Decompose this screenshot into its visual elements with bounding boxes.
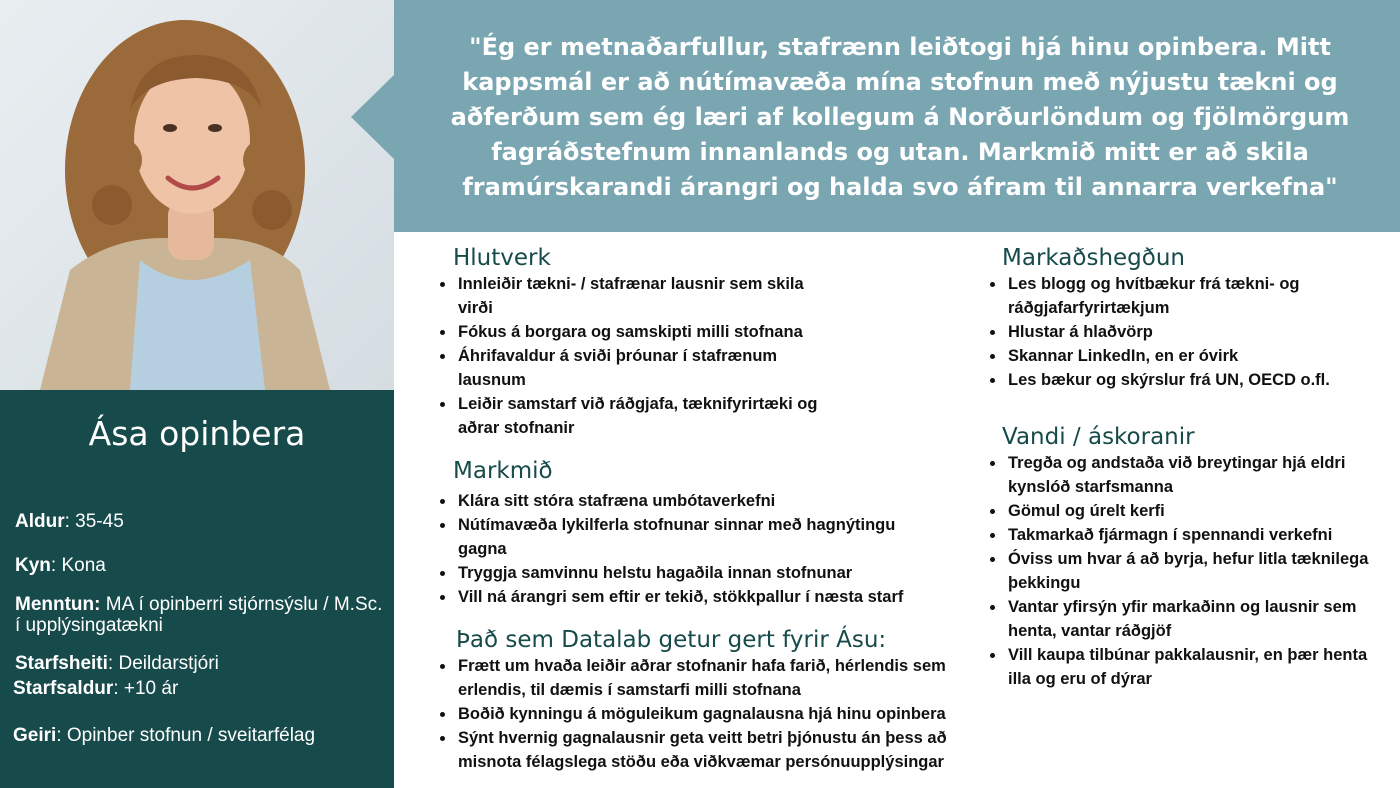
- persona-name: Ása opinbera: [88, 414, 306, 453]
- attribute-age: [15, 511, 385, 532]
- list-item: • Gömul og úrelt kerfi: [1006, 499, 1391, 523]
- attribute-sector: [13, 725, 383, 746]
- persona-photo: [0, 0, 394, 390]
- attribute-gender: [15, 555, 385, 576]
- list-item: • Takmarkað fjármagn í spennandi verkefni: [1006, 523, 1391, 547]
- list-markmid: [436, 489, 936, 609]
- persona-sidebar: [0, 390, 394, 788]
- persona-quote: "Ég er metnaðarfullur, stafrænn leiðtogi hjá hinu opinbera. Mitt kappsmál er að nútímavæða mína stofnun með nýjustu tækni og aðferðum sem ég læri af kollegum á Norðurlöndum og fjölmörgum fagráðstefnum innanlands og utan. Markmið mitt er að skila framúrskarandi árangri og halda svo áfram til annarra verkefna": [450, 33, 1350, 201]
- list-hlutverk: [436, 272, 832, 440]
- attribute-label: Starfsaldur: [13, 678, 114, 699]
- attribute-job-title: [15, 653, 385, 674]
- list-item: • Tregða og andstaða við breytingar hjá eldri kynslóð starfsmanna: [1006, 451, 1391, 499]
- attribute-label: Aldur: [15, 511, 65, 532]
- list-item: • Vill ná árangri sem eftir er tekið, stökkpallur í næsta starf: [456, 585, 936, 609]
- section-title-markadshegdun: Markaðshegðun: [1002, 245, 1186, 271]
- list-item: • Skannar LinkedIn, en er óvirk: [1006, 344, 1346, 368]
- list-item: • Vill kaupa tilbúnar pakkalausnir, en þær henta illa og eru of dýrar: [1006, 643, 1391, 691]
- list-item: • Vantar yfirsýn yfir markaðinn og lausnir sem henta, vantar ráðgjöf: [1006, 595, 1391, 643]
- list-item: • Óviss um hvar á að byrja, hefur litla tæknilega þekkingu: [1006, 547, 1391, 595]
- list-item: • Tryggja samvinnu helstu hagaðila innan stofnunar: [456, 561, 936, 585]
- attribute-value: : Kona: [50, 555, 106, 576]
- attribute-label: Geiri: [13, 725, 57, 746]
- list-datalab: [436, 654, 961, 774]
- list-item: • Frætt um hvaða leiðir aðrar stofnanir hafa farið, hérlendis sem erlendis, til dæmis í samstarfi milli stofnana: [456, 654, 961, 702]
- list-vandi: [986, 451, 1391, 691]
- list-item: • Leiðir samstarf við ráðgjafa, tæknifyrirtæki og aðrar stofnanir: [456, 392, 832, 440]
- section-title-hlutverk: Hlutverk: [453, 245, 551, 271]
- attribute-education: [15, 594, 385, 636]
- list-item: • Sýnt hvernig gagnalausnir geta veitt betri þjónustu án þess að misnota félagslega stöðu eða viðkvæmar persónuupplýsingar: [456, 726, 961, 774]
- list-item: • Les bækur og skýrslur frá UN, OECD o.fl.: [1006, 368, 1346, 392]
- list-item: • Hlustar á hlaðvörp: [1006, 320, 1346, 344]
- list-item: • Klára sitt stóra stafræna umbótaverkefni: [456, 489, 936, 513]
- section-title-markmid: Markmið: [453, 458, 553, 484]
- section-title-vandi: Vandi / áskoranir: [1002, 424, 1195, 450]
- attribute-value: MA í opinberri stjórnsýslu / M.Sc. í upplýsingatækni: [15, 594, 383, 636]
- persona-photo-illustration: [0, 0, 394, 390]
- list-item: • Fókus á borgara og samskipti milli stofnana: [456, 320, 832, 344]
- quote-pointer: [351, 74, 395, 160]
- list-item: • Áhrifavaldur á sviði þróunar í stafrænum lausnum: [456, 344, 832, 392]
- attribute-label: Menntun:: [15, 594, 101, 615]
- list-markadshegdun: [986, 272, 1346, 392]
- section-title-datalab: Það sem Datalab getur gert fyrir Ásu:: [456, 627, 887, 653]
- attribute-label: Kyn: [15, 555, 51, 576]
- list-item: • Les blogg og hvítbækur frá tækni- og ráðgjafarfyrirtækjum: [1006, 272, 1346, 320]
- attribute-value: : Deildarstjóri: [107, 653, 219, 674]
- list-item: • Boðið kynningu á möguleikum gagnalausna hjá hinu opinbera: [456, 702, 961, 726]
- attribute-value: : +10 ár: [113, 678, 179, 699]
- list-item: • Nútímavæða lykilferla stofnunar sinnar með hagnýtingu gagna: [456, 513, 936, 561]
- attribute-value: : 35-45: [64, 511, 124, 532]
- list-item: • Innleiðir tækni- / stafrænar lausnir sem skila virði: [456, 272, 832, 320]
- attribute-label: Starfsheiti: [15, 653, 108, 674]
- attribute-value: : Opinber stofnun / sveitarfélag: [56, 725, 316, 746]
- attribute-seniority: [13, 678, 383, 699]
